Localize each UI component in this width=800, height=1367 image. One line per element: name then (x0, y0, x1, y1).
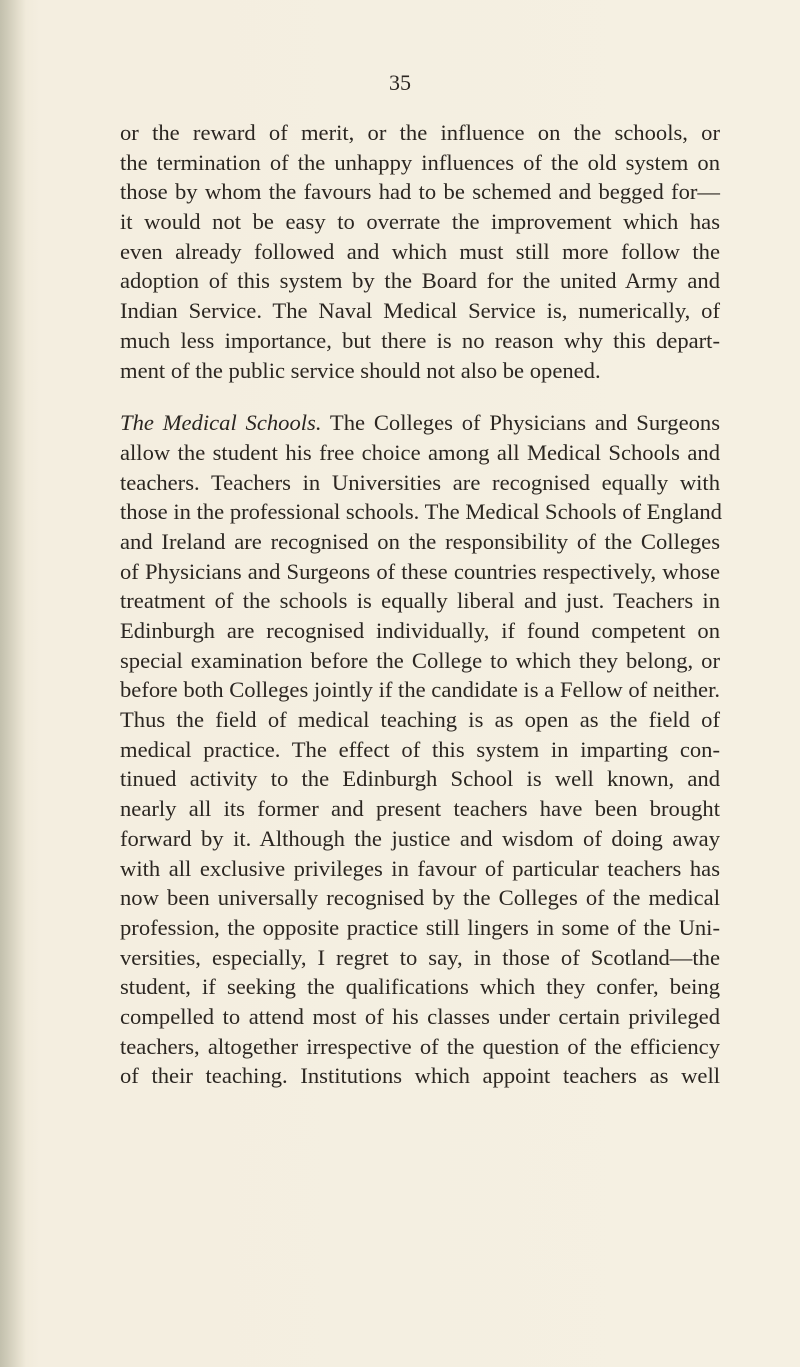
text-line: ment of the public service should not also be opened. (120, 357, 601, 383)
section-heading: The Medical Schools. (120, 410, 322, 436)
text-line: treatment of the schools is equally liberal and just. Teachers in (120, 588, 720, 614)
text-line: of Physicians and Surgeons of these countries respectively, whose (120, 558, 720, 584)
text-line: and Ireland are recognised on the responsibility of the Colleges (120, 528, 720, 554)
text-line: much less importance, but there is no reason why this depart- (120, 327, 720, 353)
text-line: tinued activity to the Edinburgh School is well known, and (120, 766, 720, 792)
text-line: student, if seeking the qualifications which they confer, being (120, 974, 720, 1000)
text-line: compelled to attend most of his classes under certain privileged (120, 1003, 720, 1029)
text-line: even already followed and which must still more follow the (120, 238, 720, 264)
paragraph (120, 408, 720, 1091)
text-line: special examination before the College to which they belong, or (120, 647, 720, 673)
text-line: nearly all its former and present teachers have been brought (120, 796, 720, 822)
text-line: adoption of this system by the Board for the united Army and (120, 268, 720, 294)
text-line: before both Colleges jointly if the candidate is a Fellow of neither. (120, 677, 720, 703)
text-line: the termination of the unhappy influences of the old system on (120, 149, 720, 175)
text-span: The Colleges of Physicians and Surgeons (321, 410, 720, 436)
text-line: now been universally recognised by the Colleges of the medical (120, 885, 720, 911)
text-line: those by whom the favours had to be schemed and begged for— (120, 179, 720, 205)
text-line: medical practice. The effect of this system in imparting con- (120, 736, 720, 762)
text-line: Edinburgh are recognised individually, if found competent on (120, 618, 720, 643)
paragraph (120, 118, 720, 385)
text-line: forward by it. Although the justice and wisdom of doing away (120, 825, 720, 851)
text-line: teachers, altogether irrespective of the question of the efficiency (120, 1033, 720, 1059)
text-line: of their teaching. Institutions which appoint teachers as well (120, 1063, 720, 1089)
text-line: allow the student his free choice among all Medical Schools and (120, 439, 720, 465)
text-line: or the reward of merit, or the influence on the schools, or (120, 120, 720, 145)
body-text (120, 118, 720, 1091)
text-line: profession, the opposite practice still lingers in some of the Uni- (120, 914, 720, 940)
text-line (120, 408, 720, 438)
page-gutter-shadow (0, 0, 26, 1367)
text-line: Indian Service. The Naval Medical Service is, numerically, of (120, 298, 720, 324)
text-line: it would not be easy to overrate the improvement which has (120, 209, 720, 235)
text-line: Thus the field of medical teaching is as open as the field of (120, 707, 720, 733)
text-line: those in the professional schools. The Medical Schools of England (120, 499, 722, 525)
text-line: teachers. Teachers in Universities are recognised equally with (120, 469, 720, 495)
text-line: versities, especially, I regret to say, in those of Scotland—the (120, 944, 720, 970)
page-number: 35 (389, 70, 411, 95)
paragraph-spacer (120, 385, 720, 408)
text-line: with all exclusive privileges in favour of particular teachers has (120, 855, 720, 881)
